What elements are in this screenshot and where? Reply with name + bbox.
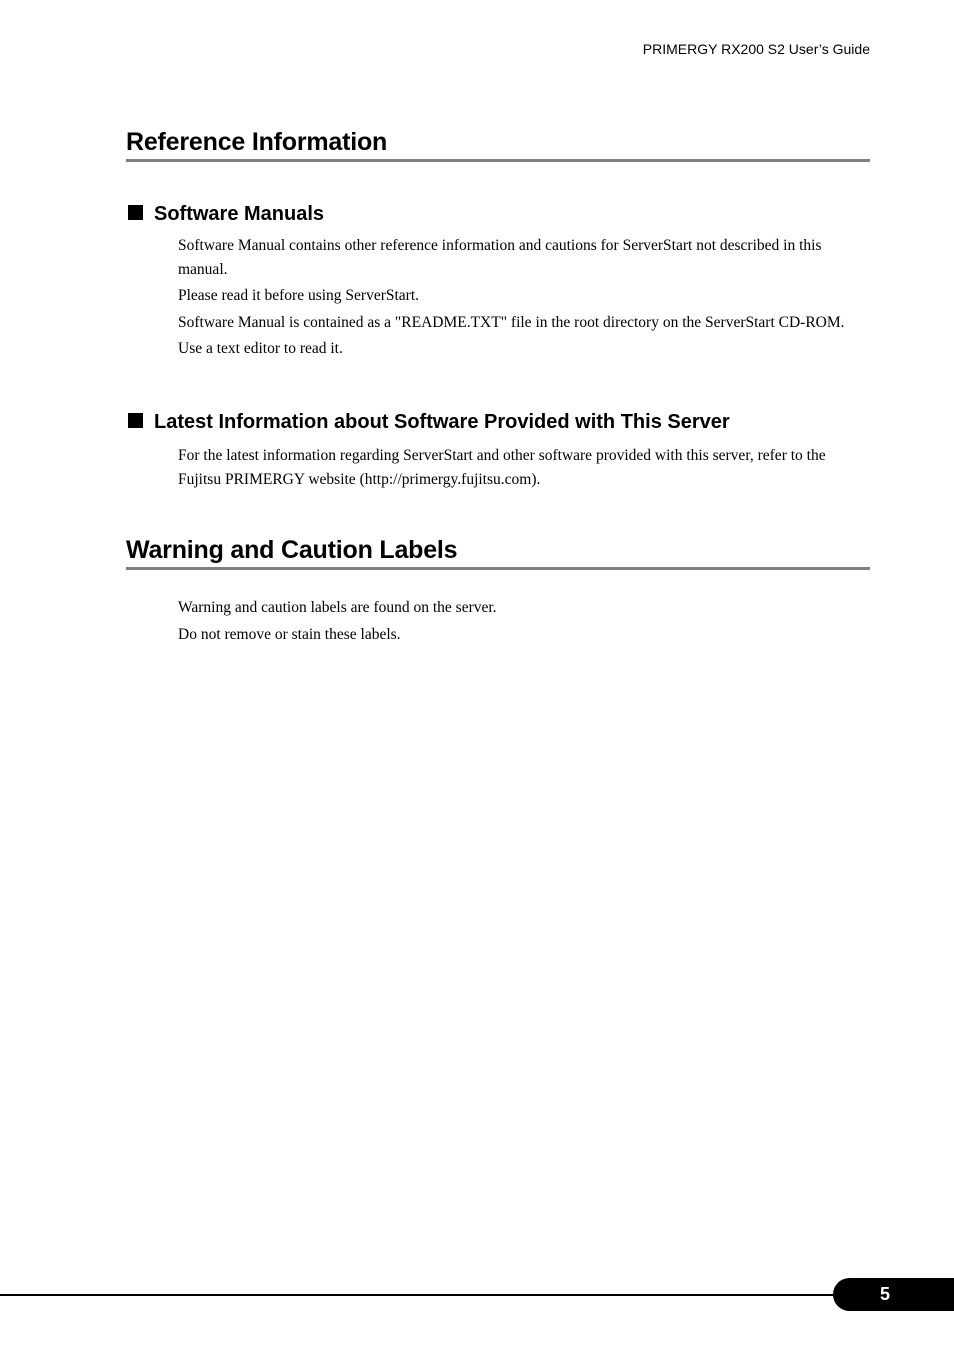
- subsection-heading-software-manuals: [128, 202, 324, 226]
- running-header: PRIMERGY RX200 S2 User’s Guide: [642, 41, 870, 57]
- warning-body: [178, 596, 870, 649]
- paragraph: Use a text editor to read it.: [178, 340, 343, 357]
- page-number-tab: [833, 1278, 954, 1311]
- footer-rule: [0, 1294, 840, 1296]
- paragraph: Please read it before using ServerStart.: [178, 287, 420, 304]
- paragraph: Warning and caution labels are found on the server.: [178, 599, 497, 616]
- subsection-heading-text: Latest Information about Software Provided with This Server: [154, 411, 730, 433]
- square-bullet-icon: [128, 205, 143, 220]
- paragraph: For the latest information regarding ServerStart and other software provided with this server, refer to the Fujitsu PRIMERGY website (http://primergy.fujitsu.com).: [178, 447, 826, 488]
- page-number: 5: [879, 1284, 890, 1304]
- section-title-warning-caution-labels: Warning and Caution Labels: [126, 535, 870, 570]
- subsection-heading-text: Software Manuals: [154, 203, 325, 225]
- software-manuals-body: [178, 234, 870, 364]
- paragraph: Do not remove or stain these labels.: [178, 625, 401, 643]
- section-title-reference-information: Reference Information: [126, 127, 870, 162]
- latest-information-body: [178, 444, 870, 494]
- paragraph: Software Manual contains other reference information and cautions for ServerStart not described in this manual.: [178, 237, 822, 278]
- paragraph: Software Manual is contained as a "README.TXT" file in the root directory on the ServerStart CD-ROM.: [178, 313, 845, 331]
- subsection-heading-latest-information: [128, 410, 730, 434]
- square-bullet-icon: [128, 413, 143, 428]
